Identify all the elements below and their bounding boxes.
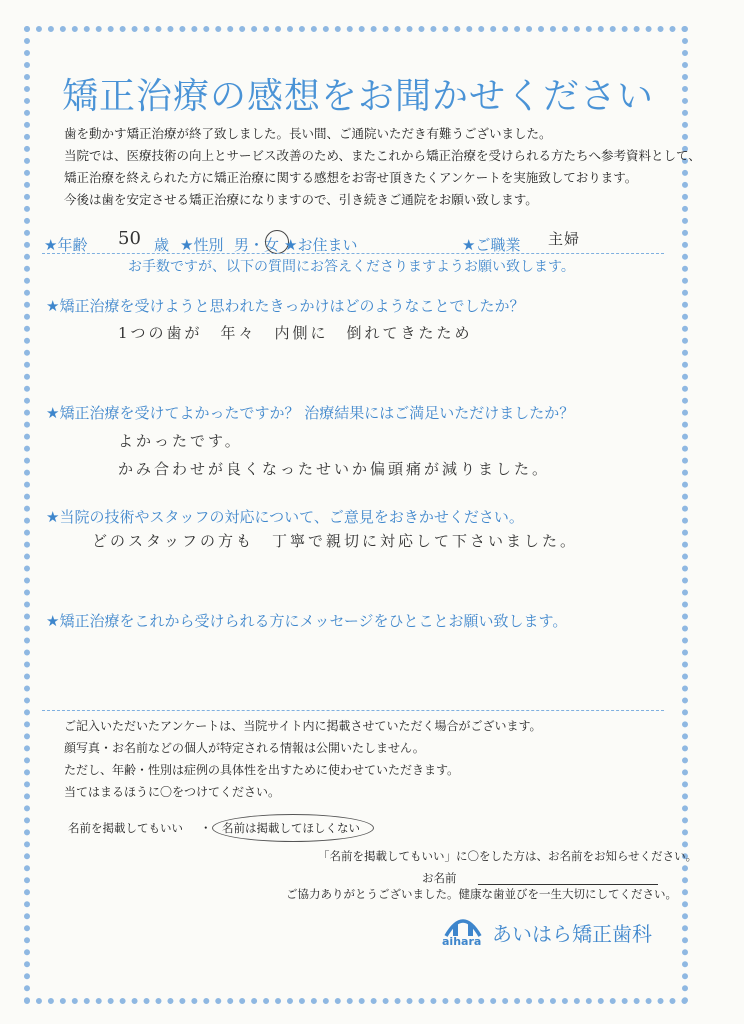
question-4: ★矯正治療をこれから受けられる方にメッセージをひとことお願い致します。 [46,612,568,630]
age-unit: 歳 [154,236,170,254]
job-value: 主婦 [548,230,581,248]
sex-options: 男・女 [234,236,280,254]
intro-line: 当院では、医療技術の向上とサービス改善のため、またこれから矯正治療を受けられる方たちへ参考資料として、 [64,148,701,163]
request-text: お手数ですが、以下の質問にお答えくださりますようお願い致します。 [128,259,575,275]
sex-label: ★性別 [180,236,224,254]
question-2: ★矯正治療を受けてよかったですか？ 治療結果にはご満足いただけましたか？ [46,404,575,422]
thanks-text: ご協力ありがとうございました。健康な歯並びを一生大切にしてください。 [286,887,677,901]
note-line: ご記入いただいたアンケートは、当院サイト内に掲載させていただく場合がございます。 [64,719,542,733]
answer-2-line: かみ合わせが良くなったせいか偏頭痛が減りました。 [118,460,551,478]
name-label: お名前 [422,871,457,885]
age-value: 50 [118,228,141,249]
intro-line: 歯を動かす矯正治療が終了致しました。長い間、ご通院いただき有難うございました。 [64,126,552,141]
note-line: 顔写真・お名前などの個人が特定される情報は公開いたしません。 [64,741,425,755]
note-line: 当てはまるほうに〇をつけてください。 [64,785,281,799]
address-label: ★お住まい [284,236,358,254]
clinic-name: あいはら矯正歯科 [492,922,652,946]
age-label: ★年齢 [44,236,88,254]
question-3: ★当院の技術やスタッフの対応について、ご意見をおきかせください。 [46,508,524,526]
job-label: ★ご職業 [462,236,521,254]
consent-option-no[interactable]: 名前は掲載してほしくない [222,821,360,835]
logo-text: aihara [442,935,482,948]
name-request: 「名前を掲載してもいい」に〇をした方は、お名前をお知らせください。 [318,849,698,863]
answer-3-line: どのスタッフの方も 丁寧で親切に対応して下さいました。 [92,532,579,550]
note-line: ただし、年齢・性別は症例の具体性を出すために使わせていただきます。 [64,763,460,777]
answer-2-line: よかったです。 [118,432,243,450]
question-1: ★矯正治療を受けようと思われたきっかけはどのようなことでしたか？ [46,297,525,315]
intro-line: 矯正治療を終えられた方に矯正治療に関する感想をお寄せ頂きたくアンケートを実施致しております。 [64,170,638,185]
profile-divider [42,253,664,254]
consent-separator: ・ [200,821,212,835]
clinic-logo [438,910,488,948]
section-divider [42,710,664,711]
name-field-line[interactable] [478,884,658,885]
answer-1-line: 1つの歯が 年々 内側に 倒れてきたため [118,324,473,342]
consent-option-yes[interactable]: 名前を掲載してもいい [68,821,183,835]
page-title: 矯正治療の感想をお聞かせください [62,76,655,117]
intro-line: 今後は歯を安定させる矯正治療になりますので、引き続きご通院をお願い致します。 [64,192,538,207]
